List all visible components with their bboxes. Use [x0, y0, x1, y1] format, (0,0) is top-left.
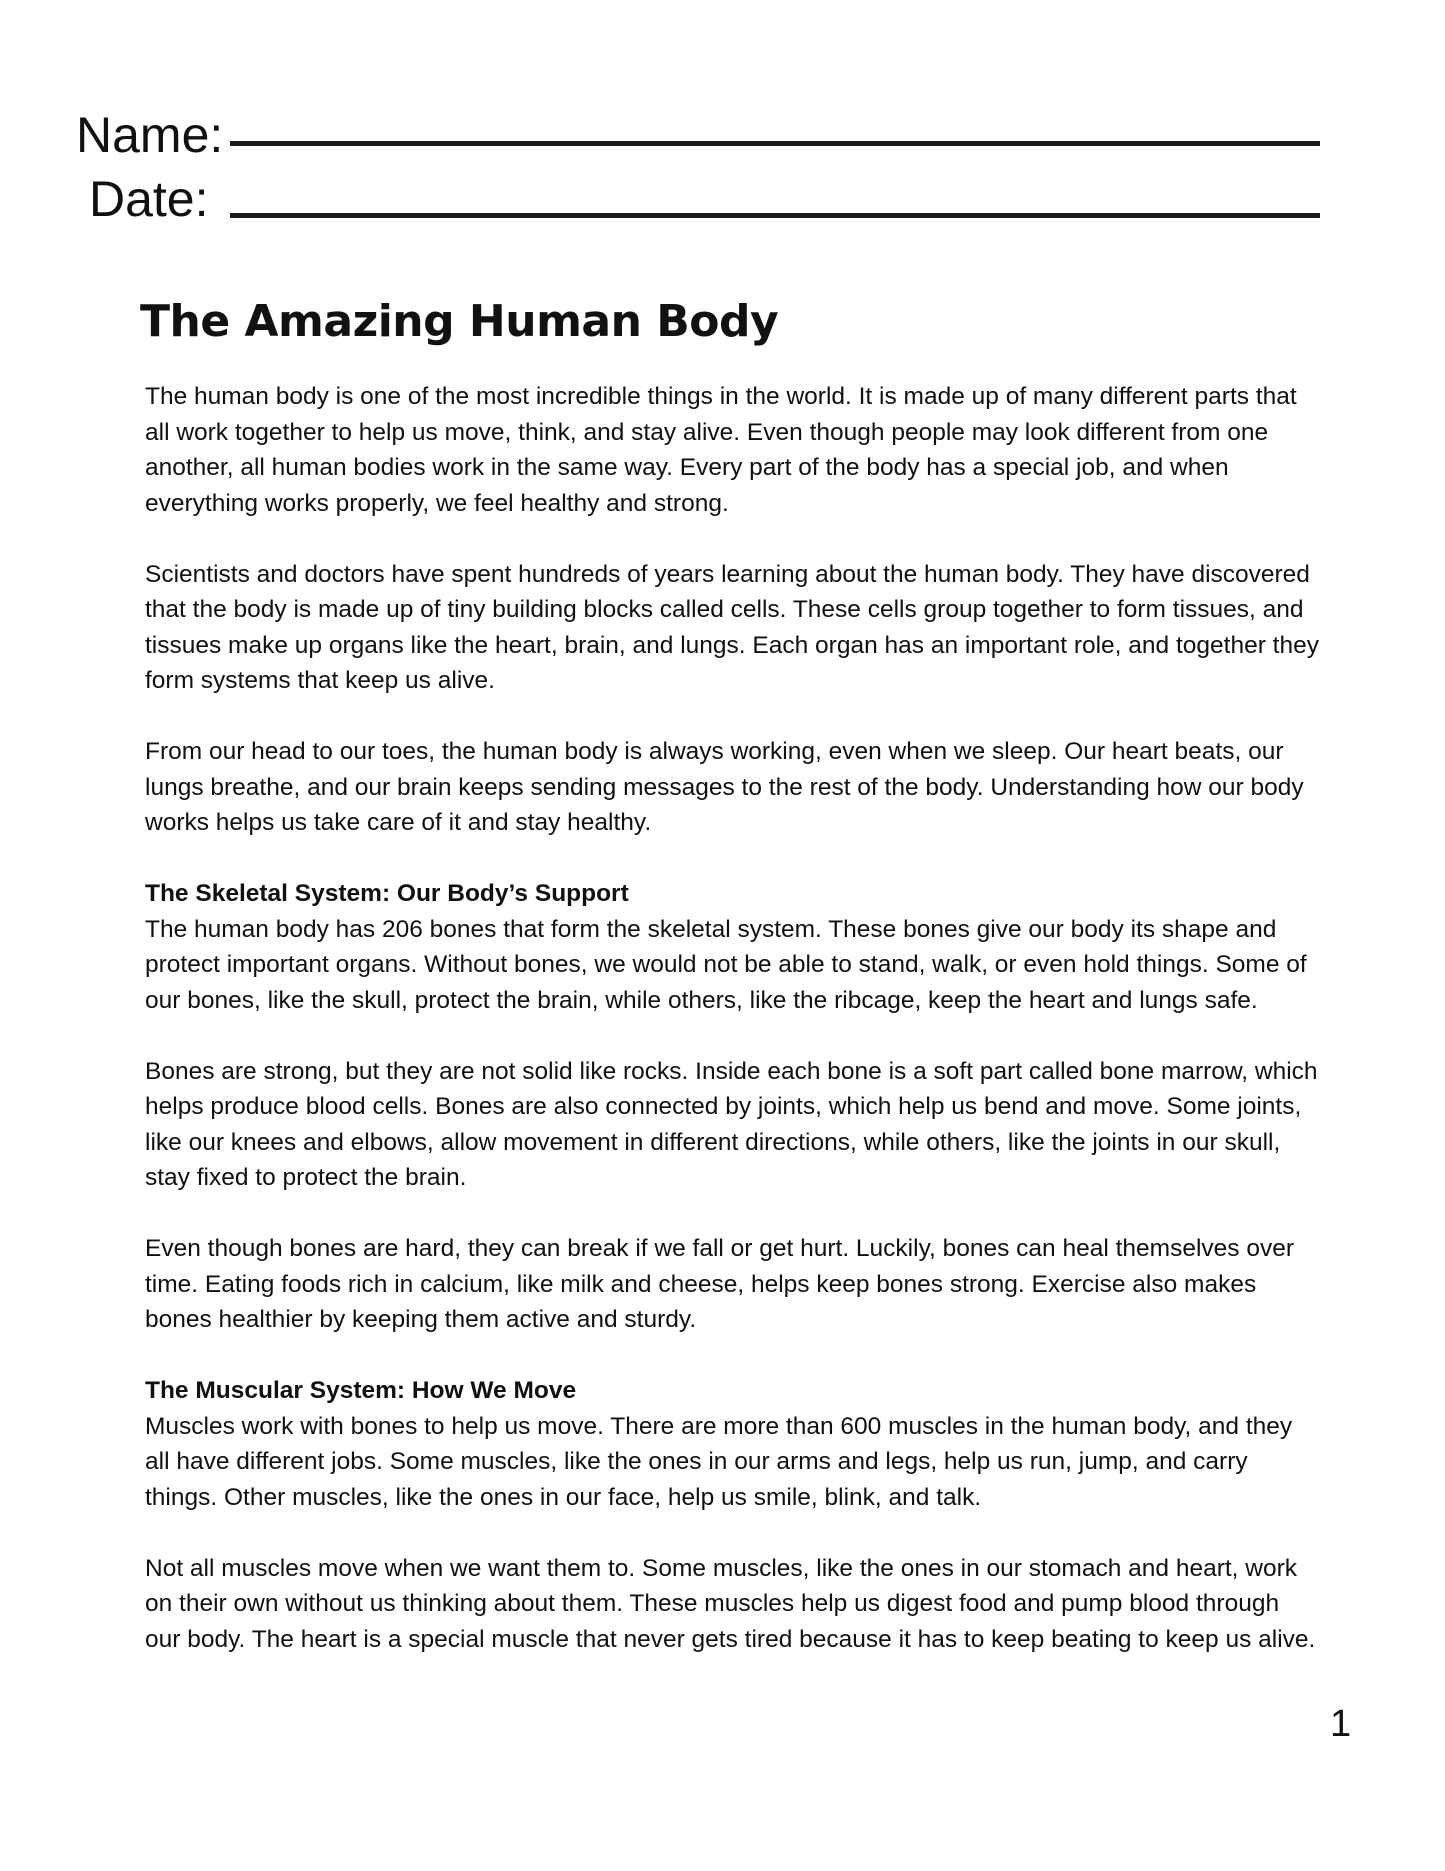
page-number: 1 [1330, 1703, 1352, 1745]
skeletal-section-heading: The Skeletal System: Our Body’s Support [145, 880, 629, 907]
date-label: Date: [89, 171, 209, 227]
intro-paragraph-1: The human body is one of the most incredible things in the world. It is made up of many different parts that all work together to help us move, think, and stay alive. Even though people may look different from one another, all human bodies work in the same way. Every part of the body has a special job, and when everything works properly, we feel healthy and strong. [145, 383, 1297, 517]
muscular-section-heading: The Muscular System: How We Move [145, 1377, 577, 1404]
intro-paragraph-2: Scientists and doctors have spent hundreds of years learning about the human body. They have discovered that the body is made up of tiny building blocks called cells. These cells group together to form tissues, and tissues make up organs like the heart, brain, and lungs. Each organ has an important role, and together they form systems that keep us alive. [145, 560, 1319, 694]
skeletal-section-first [145, 876, 1320, 1018]
skeletal-paragraph-3: Even though bones are hard, they can break if we fall or get hurt. Luckily, bones can heal themselves over time. Eating foods rich in calcium, like milk and cheese, helps keep bones strong. Exercise also makes bones healthier by keeping them active and sturdy. [145, 1235, 1294, 1333]
intro-paragraph-3: From our head to our toes, the human body is always working, even when we sleep. Our heart beats, our lungs breathe, and our brain keeps sending messages to the rest of the body. Understanding how our body works helps us take care of it and stay healthy. [145, 738, 1304, 836]
muscular-paragraph-2: Not all muscles move when we want them to. Some muscles, like the ones in our stomach and heart, work on their own without us thinking about them. These muscles help us digest food and pump blood through our body. The heart is a special muscle that never gets tired because it has to keep beating to keep us alive. [145, 1554, 1316, 1653]
document-title: The Amazing Human Body [140, 296, 779, 347]
name-label: Name: [76, 107, 224, 163]
muscular-section-first [145, 1373, 1320, 1515]
document-body [145, 379, 1320, 1693]
skeletal-paragraph-1: The human body has 206 bones that form the skeletal system. These bones give our body its shape and protect important organs. Without bones, we would not be able to stand, walk, or even hold things. Some of our bones, like the skull, protect the brain, while others, like the ribcage, keep the heart and lungs safe. [145, 915, 1307, 1014]
muscular-paragraph-1: Muscles work with bones to help us move. There are more than 600 muscles in the human body, and they all have different jobs. Some muscles, like the ones in our arms and legs, help us run, jump, and carry things. Other muscles, like the ones in our face, help us smile, blink, and talk. [145, 1412, 1293, 1511]
skeletal-paragraph-2: Bones are strong, but they are not solid like rocks. Inside each bone is a soft part called bone marrow, which helps produce blood cells. Bones are also connected by joints, which help us bend and move. Some joints, like our knees and elbows, allow movement in different directions, while others, like the joints in our skull, stay fixed to protect the brain. [145, 1057, 1318, 1191]
date-line [230, 213, 1320, 218]
name-line [230, 141, 1320, 146]
